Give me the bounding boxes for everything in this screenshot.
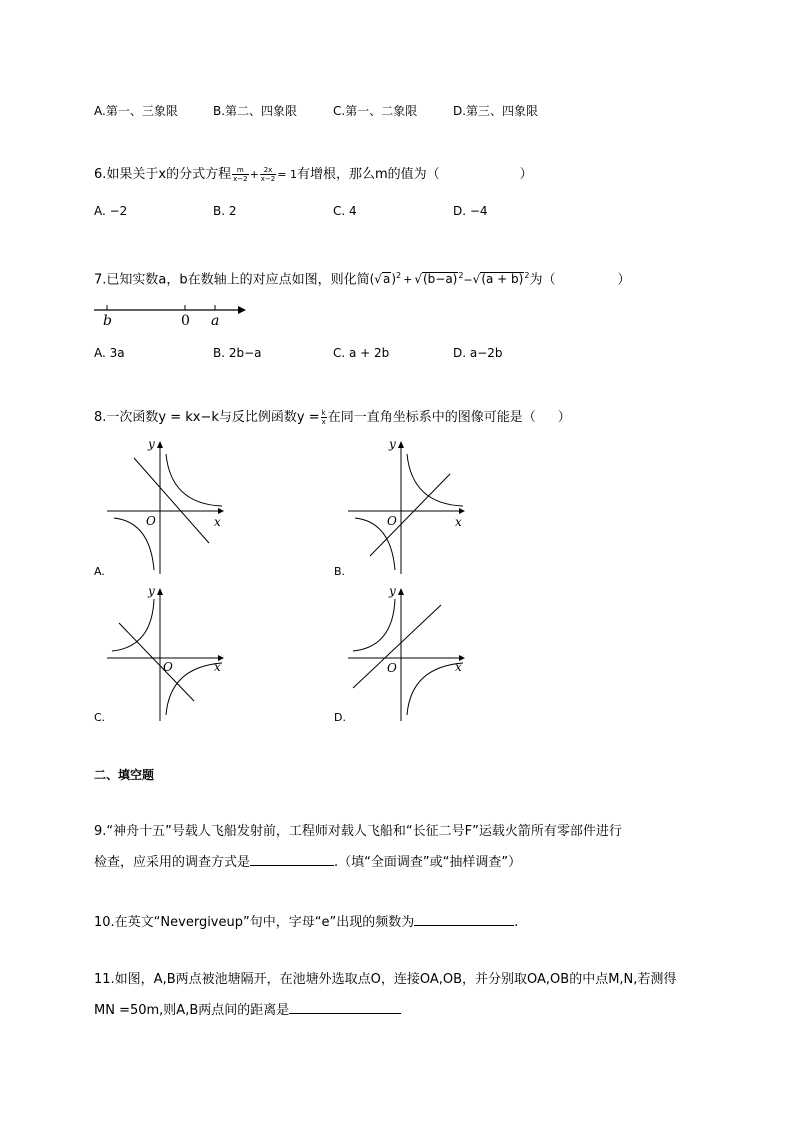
q10-answer-blank[interactable] <box>414 913 514 926</box>
q6-frac1-denominator: x−2 <box>233 175 248 183</box>
q7-prefix: 7.已知实数a，b在数轴上的对应点如图，则化简 <box>94 272 370 288</box>
q9-answer-blank[interactable] <box>250 853 334 866</box>
graph-a-x-label: x <box>214 515 221 529</box>
q6-option-a: A. −2 <box>94 204 128 218</box>
q10-stem <box>94 913 518 932</box>
q7-radicand-1: a <box>382 272 391 287</box>
q6-option-c: C. 4 <box>333 204 357 218</box>
q6-stem <box>94 166 533 184</box>
numberline-label-zero: 0 <box>181 313 190 329</box>
q8-fraction <box>321 409 327 426</box>
q6-frac1-numerator: m <box>232 166 248 175</box>
q8-graph-b <box>345 436 470 576</box>
q6-frac2-denominator: x−2 <box>260 175 276 183</box>
q6-suffix: 有增根，那么m的值为（ <box>296 167 440 182</box>
graph-d-x-label: x <box>455 660 462 674</box>
q7-plus: + <box>403 273 413 287</box>
q7-option-b: B. 2b−a <box>213 346 262 360</box>
q7-radicand-2: (b−a) <box>422 272 458 287</box>
q7-option-a: A. 3a <box>94 346 125 360</box>
q7-exp-3: 2 <box>524 271 530 280</box>
section-title-fill-in: 二、填空题 <box>94 768 155 782</box>
q10-suffix: . <box>514 915 519 930</box>
q8-close-paren: ） <box>557 410 571 425</box>
q8-frac-numerator: k <box>321 409 326 417</box>
q6-frac2-numerator: 2x <box>260 166 276 175</box>
q11-line-1: 11.如图，A,B两点被池塘隔开，在池塘外选取点O，连接OA,OB，并分别取OA,OB的中点M,N,若测得 <box>94 972 677 987</box>
q11-prefix: MN =50m,则A,B两点间的距离是 <box>94 1003 290 1018</box>
q9-line-2 <box>94 853 521 872</box>
q8-option-a: A. <box>94 565 105 578</box>
q5-option-b: B.第二、四象限 <box>213 104 298 118</box>
q7-exp-1: 2 <box>396 271 402 280</box>
numberline-label-a: a <box>211 313 220 329</box>
q7-number-line <box>90 298 250 330</box>
graph-b-origin-label: O <box>387 514 397 528</box>
q7-option-d: D. a−2b <box>453 346 503 360</box>
q6-close-paren: ） <box>519 167 533 182</box>
q6-equals: = 1 <box>277 168 297 181</box>
q7-close-paren: ） <box>617 272 631 288</box>
q5-option-c: C.第一、二象限 <box>333 104 418 118</box>
q5-option-a: A.第一、三象限 <box>94 104 178 118</box>
q8-stem <box>94 409 571 427</box>
graph-a-origin-label: O <box>146 514 156 528</box>
q7-stem: 7.已知实数a，b在数轴上的对应点如图，则化简$(√a)^2 + √(b-a)^2-√(a + b)^2$为（ ） <box>94 271 631 288</box>
q6-prefix: 6.如果关于x的分式方程 <box>94 167 232 182</box>
graph-d-y-label: y <box>389 584 396 598</box>
graph-d-origin-label: O <box>387 661 397 675</box>
q9-prefix: 检查，应采用的调查方式是 <box>94 855 251 870</box>
q9-suffix: .（填“全面调查”或“抽样调查”） <box>334 855 522 870</box>
graph-c-x-label: x <box>214 660 221 674</box>
q7-suffix: 为（ <box>529 272 556 288</box>
q6-option-b: B. 2 <box>213 204 237 218</box>
q6-fraction-2 <box>260 166 276 183</box>
q7-exp-2: 2 <box>458 271 464 280</box>
q10-prefix: 10.在英文“Nevergiveup”句中，字母“e”出现的频数为 <box>94 915 415 930</box>
q9-line-1: 9.“神舟十五”号载人飞船发射前，工程师对载人飞船和“长征二号F”运载火箭所有零部件进行 <box>94 824 622 839</box>
q6-fraction-1 <box>232 166 248 183</box>
graph-c-y-label: y <box>148 584 155 598</box>
graph-b-x-label: x <box>455 515 462 529</box>
q8-option-b: B. <box>334 565 346 578</box>
q11-answer-blank[interactable] <box>289 1001 401 1014</box>
q8-option-c: C. <box>94 711 106 724</box>
q8-graph-d <box>345 583 470 723</box>
graph-b-y-label: y <box>389 437 396 451</box>
graph-c-origin-label: O <box>163 660 173 674</box>
q8-graph-c <box>104 583 229 723</box>
q8-prefix: 8.一次函数y = kx−k与反比例函数y = <box>94 410 320 425</box>
q8-frac-denominator: x <box>321 418 326 426</box>
q6-plus: + <box>249 168 259 181</box>
q11-line-2 <box>94 1001 401 1020</box>
q6-option-d: D. −4 <box>453 204 488 218</box>
numberline-label-b: b <box>103 313 112 329</box>
q8-graph-a <box>104 436 229 576</box>
q7-option-c: C. a + 2b <box>333 346 390 360</box>
q7-radicand-3: (a + b) <box>481 272 524 287</box>
q8-option-d: D. <box>334 711 346 724</box>
q8-suffix: 在同一直角坐标系中的图像可能是（ <box>327 410 536 425</box>
q7-minus: − <box>463 273 473 287</box>
graph-a-y-label: y <box>148 437 155 451</box>
q5-option-d: D.第三、四象限 <box>453 104 539 118</box>
